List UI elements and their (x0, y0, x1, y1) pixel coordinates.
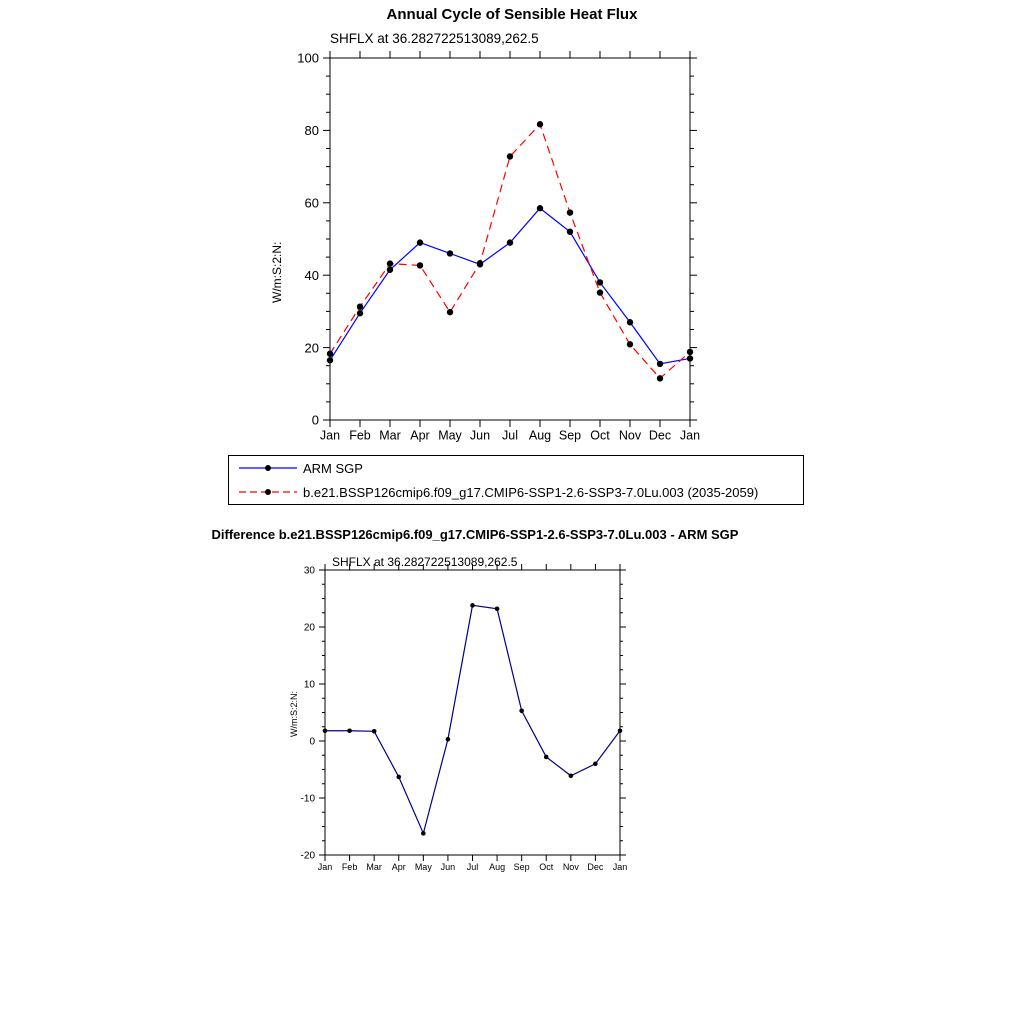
svg-text:Jun: Jun (440, 862, 456, 872)
svg-text:Jan: Jan (612, 862, 628, 872)
svg-text:Sep: Sep (513, 862, 530, 872)
legend-line-sample-solid-icon (237, 463, 299, 473)
legend-box (228, 455, 804, 505)
svg-text:Dec: Dec (587, 862, 604, 872)
svg-text:80: 80 (304, 123, 319, 139)
svg-text:Nov: Nov (562, 862, 579, 872)
svg-text:0: 0 (311, 412, 319, 428)
top-chart-subtitle: SHFLX at 36.282722513089,262.5 (330, 31, 539, 46)
svg-text:20: 20 (304, 340, 319, 356)
legend-line-sample-dashed-icon (237, 487, 299, 497)
svg-text:0: 0 (309, 736, 315, 748)
svg-text:Dec: Dec (648, 428, 672, 443)
legend-label-arm-sgp: ARM SGP (303, 460, 363, 476)
difference-line-chart (240, 555, 690, 885)
svg-text:Nov: Nov (618, 428, 642, 443)
svg-text:Jul: Jul (502, 428, 518, 443)
svg-text:Apr: Apr (410, 428, 430, 443)
svg-text:Mar: Mar (366, 862, 382, 872)
svg-text:Oct: Oct (590, 428, 610, 443)
top-chart-y-axis-label: W/m:S:2:N: (270, 241, 284, 303)
svg-text:May: May (414, 862, 432, 872)
svg-text:Aug: Aug (489, 862, 506, 872)
svg-text:May: May (438, 428, 462, 443)
svg-text:-20: -20 (300, 850, 315, 862)
svg-text:10: 10 (303, 679, 315, 691)
top-chart-title: Annual Cycle of Sensible Heat Flux (386, 6, 638, 23)
annual-cycle-line-chart (230, 48, 770, 458)
svg-text:Apr: Apr (391, 862, 406, 872)
svg-text:Feb: Feb (341, 862, 358, 872)
svg-text:Feb: Feb (349, 428, 371, 443)
difference-chart-subtitle: SHFLX at 36.282722513089,262.5 (332, 555, 518, 569)
svg-text:Jun: Jun (469, 428, 491, 443)
svg-text:Sep: Sep (558, 428, 582, 443)
difference-chart-title: Difference b.e21.BSSP126cmip6.f09_g17.CMIP6-SSP1-2.6-SSP3-7.0Lu.003 - ARM SGP (211, 527, 739, 542)
svg-text:Mar: Mar (379, 428, 401, 443)
svg-text:-10: -10 (300, 793, 315, 805)
legend-label-model-run: b.e21.BSSP126cmip6.f09_g17.CMIP6-SSP1-2.6-SSP3-7.0Lu.003 (2035-2059) (303, 484, 759, 500)
svg-text:30: 30 (303, 565, 315, 577)
svg-text:60: 60 (304, 195, 319, 211)
svg-text:20: 20 (303, 622, 315, 634)
svg-text:Jan: Jan (319, 428, 341, 443)
legend-item-arm-sgp (229, 456, 803, 480)
svg-text:Aug: Aug (528, 428, 552, 443)
svg-text:Oct: Oct (539, 862, 554, 872)
difference-chart-y-axis-label: W/m:S:2:N: (289, 690, 299, 737)
legend-item-model-run (229, 480, 803, 504)
svg-text:100: 100 (297, 50, 319, 66)
svg-text:40: 40 (304, 267, 319, 283)
svg-text:Jul: Jul (466, 862, 479, 872)
svg-text:Jan: Jan (679, 428, 701, 443)
svg-text:Jan: Jan (317, 862, 333, 872)
